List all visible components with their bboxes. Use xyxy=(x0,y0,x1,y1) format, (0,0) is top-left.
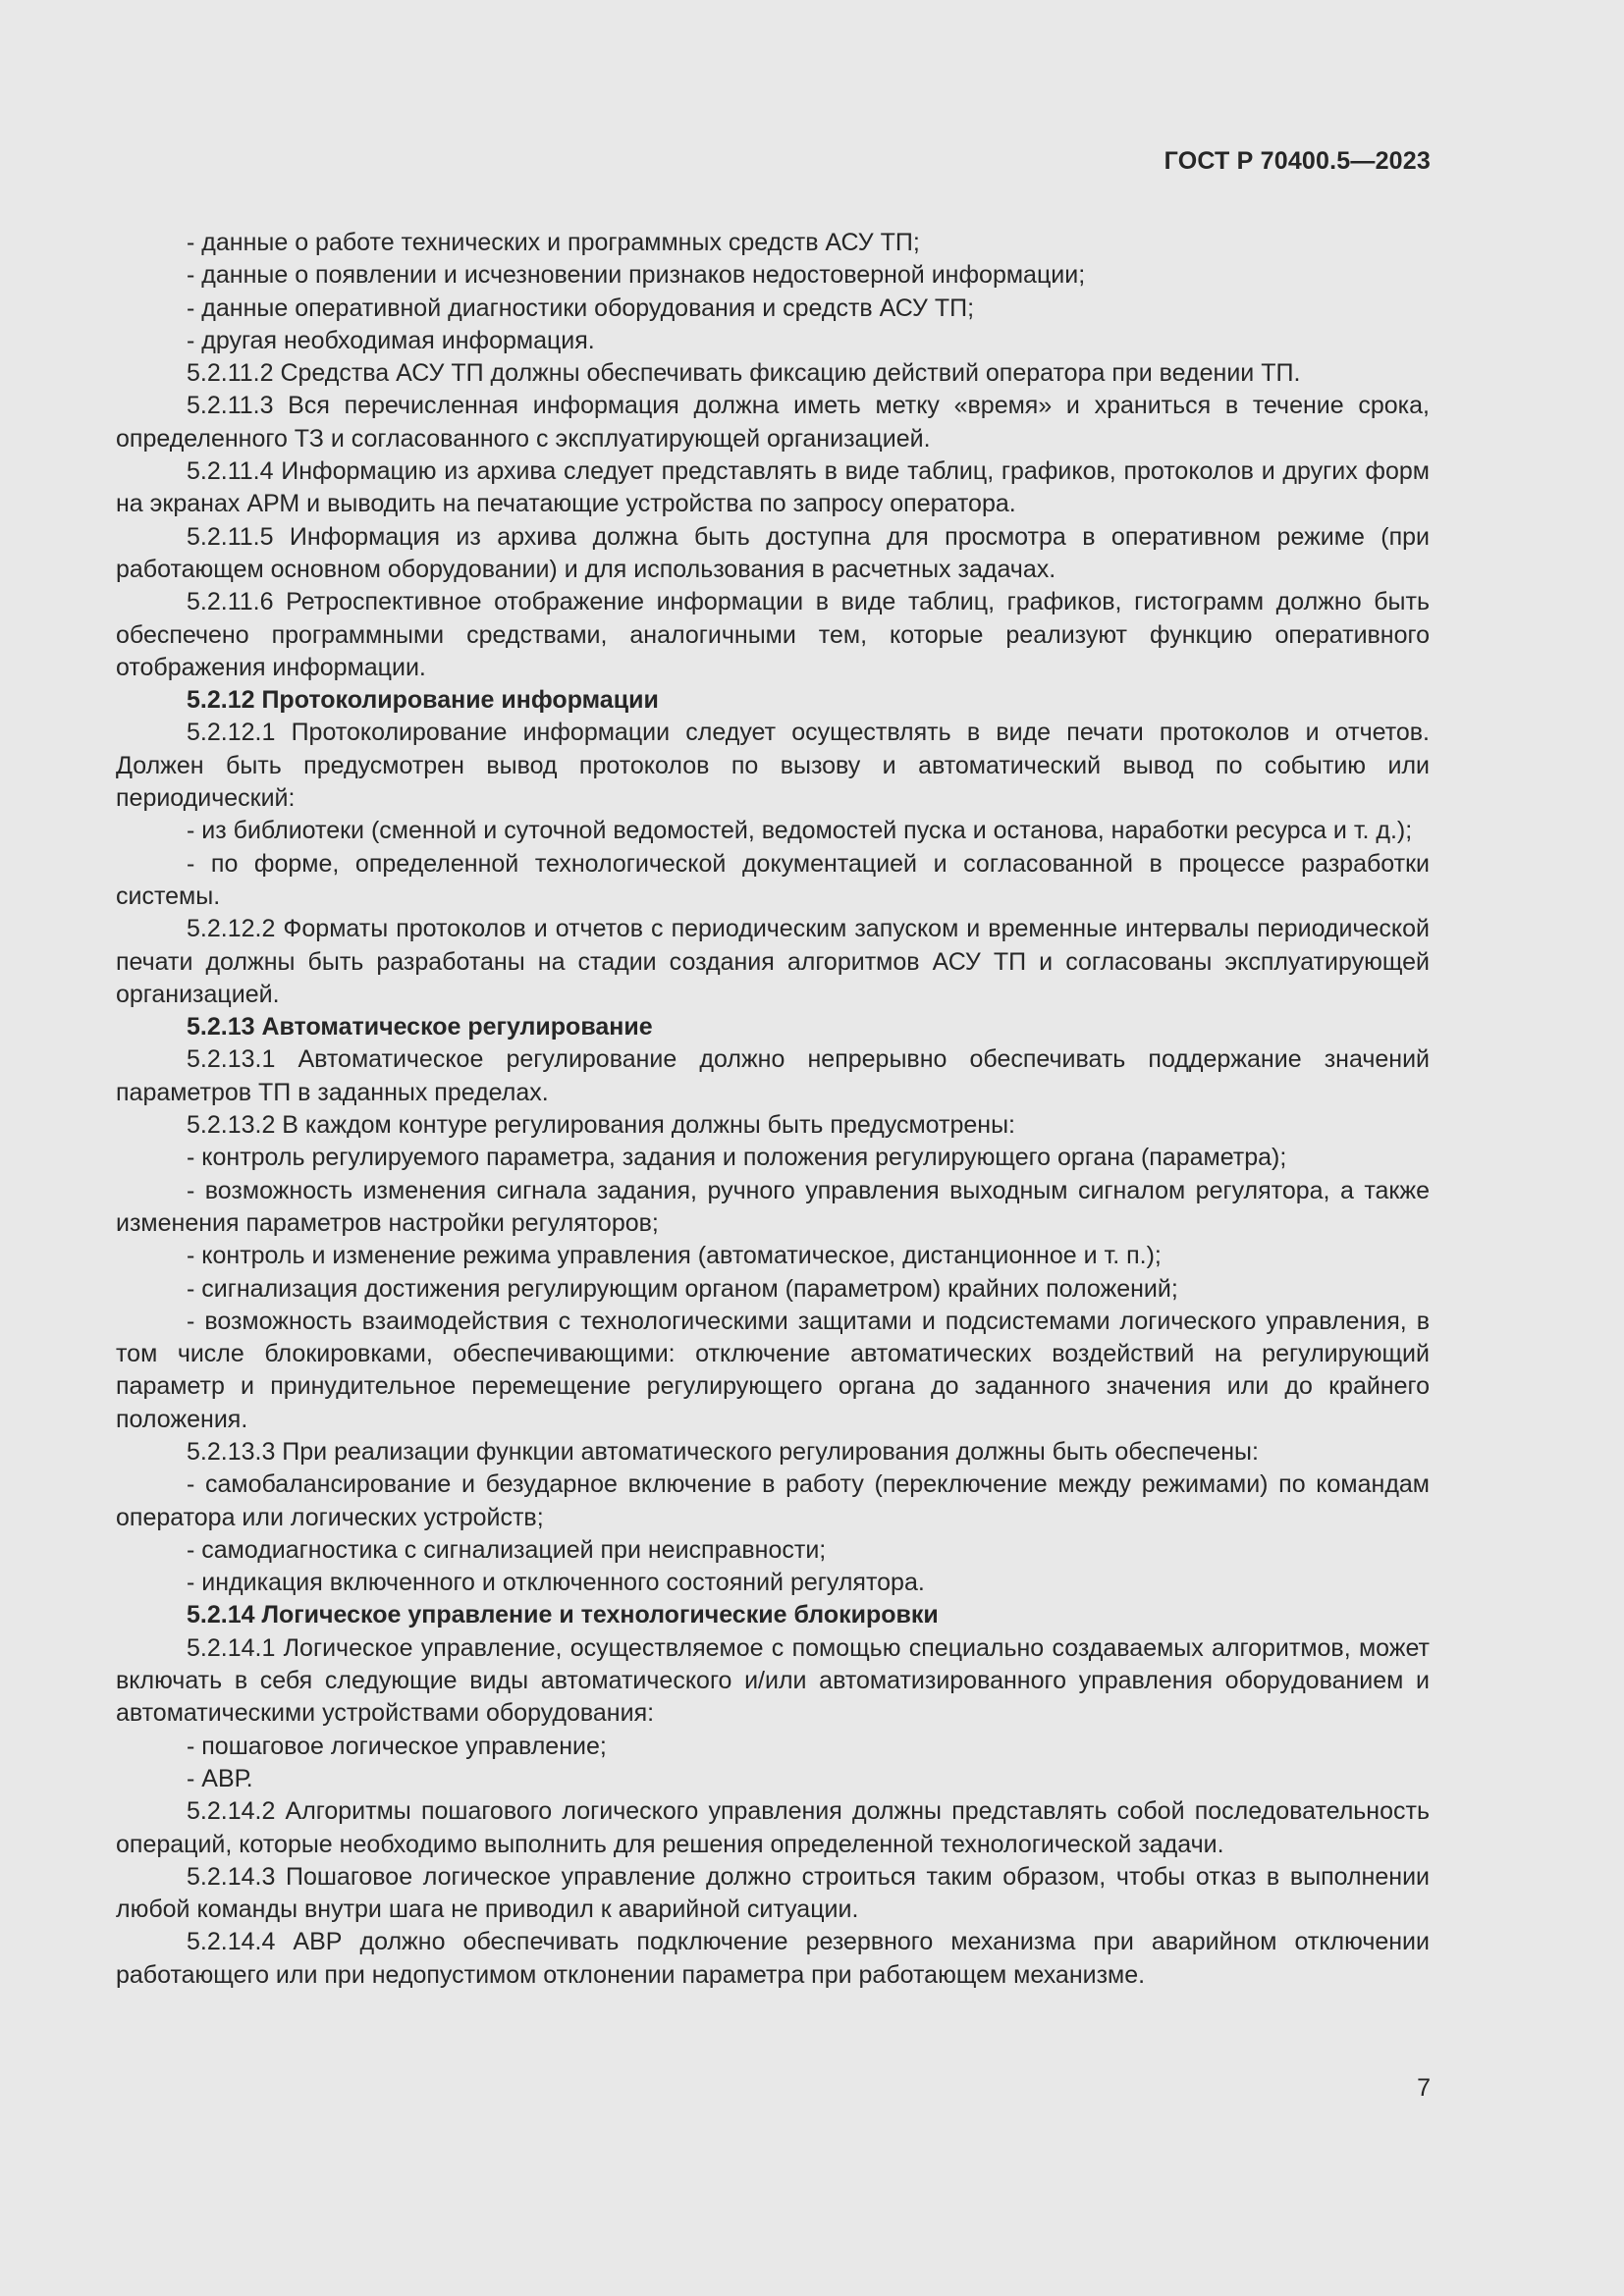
list-item: - данные о появлении и исчезновении признаков недостоверной информации; xyxy=(187,261,1086,290)
list-item: - данные о работе технических и программных средств АСУ ТП; xyxy=(187,229,920,256)
clause-paragraph: 5.2.14.1 Логическое управление, осуществляемое с помощью специально создаваемых алгоритмов, может включать в себя следующие виды автоматического и/или автоматизированного управления оборудованием и автоматическими устройствами оборудования: xyxy=(116,1633,1430,1728)
clause-paragraph: 5.2.13.3 При реализации функции автоматического регулирования должны быть обеспечены: xyxy=(187,1437,1259,1466)
clause-paragraph: 5.2.14.4 АВР должно обеспечивать подключение резервного механизма при аварийном отключении работающего или при недопустимом отклонении параметра при работающем механизме. xyxy=(116,1928,1430,1989)
clause-paragraph: 5.2.12.2 Форматы протоколов и отчетов с периодическим запуском и временные интервалы периодической печати должны быть разработаны на стадии создания алгоритмов АСУ ТП и согласованы эксплуатирующей организацией. xyxy=(116,915,1430,1008)
list-item: - по форме, определенной технологической документацией и согласованной в процессе разработки системы. xyxy=(116,849,1430,910)
clause-paragraph: 5.2.12.1 Протоколирование информации следует осуществлять в виде печати протоколов и отчетов. Должен быть предусмотрен вывод протоколов по вызову и автоматический вывод по событию или периодический: xyxy=(116,719,1430,813)
list-item: - самодиагностика с сигнализацией при неисправности; xyxy=(187,1535,827,1564)
clause-paragraph: 5.2.11.5 Информация из архива должна быть доступна для просмотра в оперативном режиме (при работающем основном оборудовании) и для использования в расчетных задачах. xyxy=(116,522,1430,583)
document-body xyxy=(116,227,1430,1992)
list-item: - возможность взаимодействия с технологическими защитами и подсистемами логического управления, в том числе блокировками, обеспечивающими: отключение автоматических воздействий на регулирующий параметр и принудительное перемещение регулирующего органа до заданного значения или до крайнего положения. xyxy=(116,1307,1430,1433)
section-heading: 5.2.13 Автоматическое регулирование xyxy=(187,1013,653,1041)
list-item: - пошаговое логическое управление; xyxy=(187,1732,607,1760)
list-item: - другая необходимая информация. xyxy=(187,326,595,354)
clause-paragraph: 5.2.14.3 Пошаговое логическое управление должно строиться таким образом, чтобы отказ в выполнении любой команды внутри шага не приводил к аварийной ситуации. xyxy=(116,1862,1430,1924)
clause-paragraph: 5.2.11.6 Ретроспективное отображение информации в виде таблиц, графиков, гистограмм должно быть обеспечено программными средствами, аналогичными тем, которые реализуют функцию оперативного отображения информации. xyxy=(116,588,1430,681)
list-item: - АВР. xyxy=(187,1764,253,1792)
list-item: - индикация включенного и отключенного состояний регулятора. xyxy=(187,1569,925,1597)
list-item: - контроль и изменение режима управления (автоматическое, дистанционное и т. п.); xyxy=(187,1242,1162,1270)
page-number: 7 xyxy=(1417,2074,1431,2102)
clause-paragraph: 5.2.13.1 Автоматическое регулирование должно непрерывно обеспечивать поддержание значений параметров ТП в заданных пределах. xyxy=(116,1045,1430,1106)
list-item: - данные оперативной диагностики оборудования и средств АСУ ТП; xyxy=(187,294,975,322)
section-heading: 5.2.14 Логическое управление и технологические блокировки xyxy=(187,1601,939,1629)
clause-paragraph: 5.2.13.2 В каждом контуре регулирования должны быть предусмотрены: xyxy=(187,1111,1015,1140)
clause-paragraph: 5.2.11.4 Информацию из архива следует представлять в виде таблиц, графиков, протоколов и других форм на экранах АРМ и выводить на печатающие устройства по запросу оператора. xyxy=(116,457,1430,518)
list-item: - возможность изменения сигнала задания, ручного управления выходным сигналом регулятора, а также изменения параметров настройки регуляторов; xyxy=(116,1176,1430,1237)
clause-paragraph: 5.2.11.3 Вся перечисленная информация должна иметь метку «время» и храниться в течение срока, определенного ТЗ и согласованного с эксплуатирующей организацией. xyxy=(116,392,1430,453)
list-item: - сигнализация достижения регулирующим органом (параметром) крайних положений; xyxy=(187,1274,1178,1303)
clause-paragraph: 5.2.11.2 Средства АСУ ТП должны обеспечивать фиксацию действий оператора при ведении ТП. xyxy=(187,359,1301,388)
section-heading: 5.2.12 Протоколирование информации xyxy=(187,686,659,715)
list-item: - самобалансирование и безударное включение в работу (переключение между режимами) по командам оператора или логических устройств; xyxy=(116,1470,1430,1531)
list-item: - из библиотеки (сменной и суточной ведомостей, ведомостей пуска и останова, наработки ресурса и т. д.); xyxy=(187,817,1413,845)
list-item: - контроль регулируемого параметра, задания и положения регулирующего органа (параметра); xyxy=(187,1144,1287,1172)
document-code-header: ГОСТ Р 70400.5—2023 xyxy=(1164,147,1431,175)
clause-paragraph: 5.2.14.2 Алгоритмы пошагового логического управления должны представлять собой последовательность операций, которые необходимо выполнить для решения определенной технологической задачи. xyxy=(116,1797,1430,1858)
